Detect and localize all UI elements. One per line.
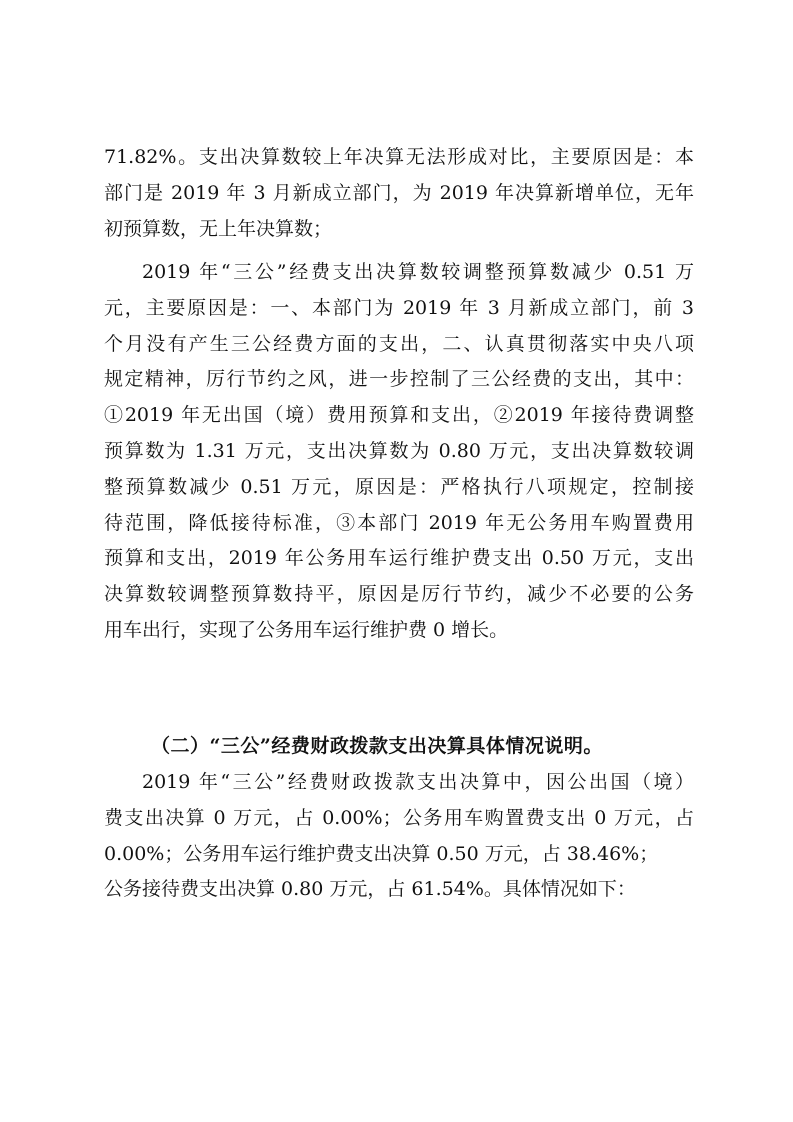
paragraph-continued (104, 140, 694, 247)
text-line (104, 291, 694, 327)
text-line (104, 362, 694, 398)
line-text: 初预算数，无上年决算数； (104, 217, 333, 240)
line-text: 决算数较调整预算数持平，原因是厉行节约，减少不必要的公务 (104, 583, 694, 606)
text-line (104, 506, 694, 542)
line-text: 个月没有产生三公经费方面的支出，二、认真贯彻落实中央八项 (104, 332, 694, 355)
line-text: 部门是 2019 年 3 月新成立部门，为 2019 年决算新增单位，无年 (104, 181, 694, 204)
paragraph-sangong-explanation (104, 255, 694, 649)
text-line (104, 837, 694, 873)
text-line (104, 212, 694, 248)
text-line (104, 470, 694, 506)
text-line (104, 398, 694, 434)
line-text: 规定精神，厉行节约之风，进一步控制了三公经费的支出，其中： (104, 368, 694, 391)
text-line (104, 255, 694, 291)
text-line (104, 176, 694, 212)
text-line (104, 872, 694, 908)
line-text: 71.82%。支出决算数较上年决算无法形成对比，主要原因是：本 (104, 146, 694, 168)
text-line (104, 434, 694, 470)
text-line (104, 577, 694, 613)
line-text: 0.00%；公务用车运行维护费支出决算 0.50 万元，占 38.46%； (104, 842, 659, 865)
text-line (104, 613, 694, 649)
line-text: 元，主要原因是：一、本部门为 2019 年 3 月新成立部门，前 3 (104, 296, 694, 319)
line-text: 预算和支出，2019 年公务用车运行维护费支出 0.50 万元，支出 (104, 547, 694, 570)
heading-text: （二）“三公”经费财政拨款支出决算具体情况说明。 (151, 735, 603, 757)
line-text: ①2019 年无出国（境）费用预算和支出，②2019 年接待费调整 (104, 404, 694, 427)
text-line (104, 541, 694, 577)
text-line (104, 765, 694, 801)
text-line (104, 801, 694, 837)
paragraph-appropriation-detail (104, 765, 694, 908)
text-line (104, 140, 694, 176)
line-text: 预算数为 1.31 万元，支出决算数为 0.80 万元，支出决算数较调 (104, 439, 694, 462)
section-heading (104, 729, 694, 765)
line-text: 2019 年“三公”经费财政拨款支出决算中，因公出国（境） (142, 771, 694, 793)
line-text: 待范围，降低接待标准，③本部门 2019 年无公务用车购置费用 (104, 511, 694, 534)
line-text: 整预算数减少 0.51 万元，原因是：严格执行八项规定，控制接 (104, 475, 694, 498)
text-line (104, 327, 694, 363)
line-text: 2019 年“三公”经费支出决算数较调整预算数减少 0.51 万 (142, 261, 694, 283)
line-text: 公务接待费支出决算 0.80 万元，占 61.54%。具体情况如下： (104, 878, 636, 901)
line-text: 费支出决算 0 万元，占 0.00%；公务用车购置费支出 0 万元，占 (104, 806, 694, 829)
heading-line (104, 729, 694, 765)
line-text: 用车出行，实现了公务用车运行维护费 0 增长。 (104, 618, 509, 641)
